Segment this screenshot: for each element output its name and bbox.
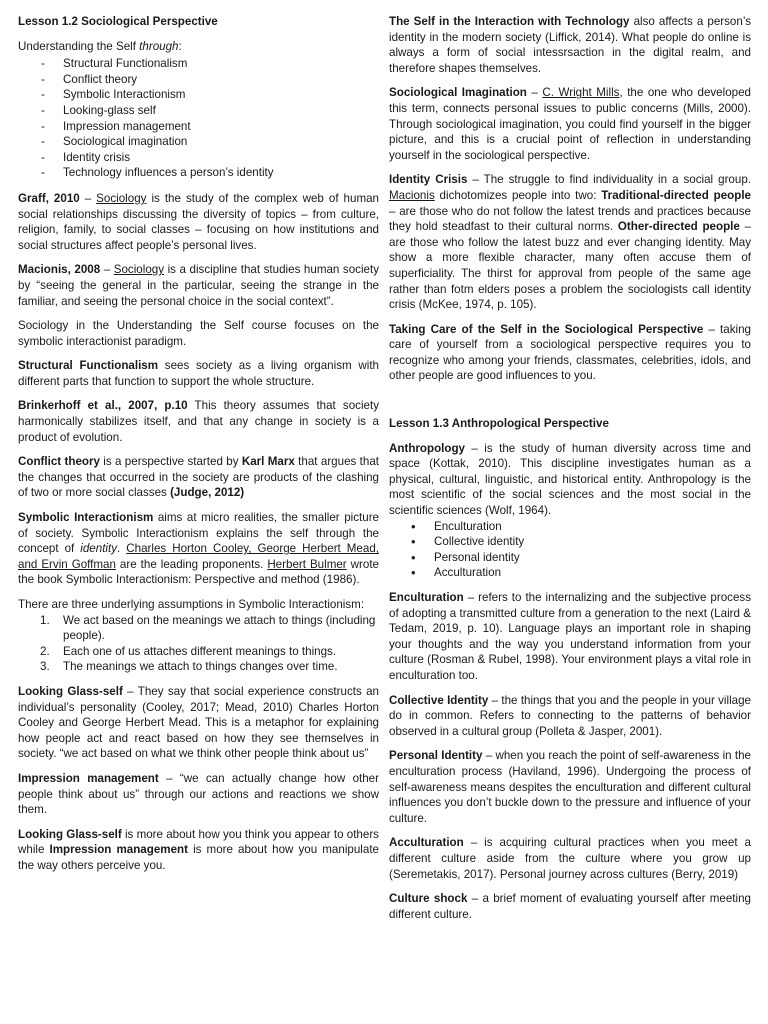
topic-list: [18, 56, 379, 181]
list-item: • Acculturation: [389, 565, 751, 581]
impression-management-paragraph: Impression management – “we can actually change how other people think about us” through our actions and reactions we show them.: [18, 771, 379, 817]
list-item: 1. We act based on the meanings we attach to things (including people).: [40, 613, 376, 643]
sociological-imagination-paragraph: Sociological Imagination – C. Wright Mills, the one who developed this term, connects personal issues to public concerns (Mills, 2000). Through sociological imagination, you could find yourself in the bigger picture, and this is a crucial point of reflection in understanding yourself in the sociological perspective.: [389, 86, 751, 162]
structural-functionalism-paragraph: Structural Functionalism sees society as a living organism with different parts that function to support the whole structure.: [18, 359, 379, 388]
list-item: - Identity crisis: [18, 150, 379, 166]
right-column: [389, 14, 751, 922]
list-item: 3. The meanings we attach to things changes over time.: [40, 660, 338, 674]
taking-care-paragraph: Taking Care of the Self in the Sociological Perspective – taking care of yourself from a sociological perspective requires you to recognize who among your friends, classmates, celebrities, idols, and other people are good influences to you.: [389, 322, 751, 383]
conflict-theory-paragraph: Conflict theory is a perspective started by Karl Marx that argues that the changes that occurred in the society are products of the clashing of two or more social classes (Judge, 2012): [18, 455, 380, 500]
list-item: - Symbolic Interactionism: [18, 87, 379, 103]
enculturation-paragraph: Enculturation – refers to the internalizing and the subjective process of adopting a transmitted culture from a generation to the next (Laird & Tedam, 2019, p. 10). Language plays an important role in shaping your thoughts and the way you understand information from your culture (Rosman & Rubel, 1998). Your environment plays a vital role in enculturation too.: [389, 591, 751, 682]
graff-definition: Graff, 2010 – Sociology is the study of the complex web of human social relationships discussing the diversity of topics – from culture, religion, family, to social classes – focusing on how institutions and social structures affect people’s personal lives.: [18, 191, 379, 252]
lesson-1-3-title: Lesson 1.3 Anthropological Perspective: [389, 417, 609, 431]
technology-paragraph: The Self in the Interaction with Technology also affects a person’s identity in the modern society (Liffick, 2014). What people do online is always a form of social intessrsaction in the digital realm, and therefore shapes themselves.: [389, 15, 751, 75]
acculturation-paragraph: Acculturation – is acquiring cultural practices when you meet a different culture aside from the culture where you grow up (Seremetakis, 2017). Personal journey across cultures (Berry, 2019): [389, 836, 751, 881]
left-column: [18, 14, 379, 874]
symbolic-interactionism-paragraph: Symbolic Interactionism aims at micro realities, the smaller picture of society. Symbolic Interactionism explains the self through the concept of identity. Charles Horton Cooley, George Herbert Mead, and Ervin Goffman are the leading proponents. Herbert Bulmer wrote the book Symbolic Interactionism: Perspective and method (1986).: [18, 511, 380, 587]
comparison-paragraph: Looking Glass-self is more about how you think you appear to others while Impression management is more about how you manipulate the way others perceive you.: [18, 827, 379, 872]
concept-list: [389, 519, 751, 581]
list-item: • Enculturation: [389, 519, 751, 535]
list-item: - Sociological imagination: [18, 134, 379, 150]
list-item: - Structural Functionalism: [18, 56, 379, 72]
brinkerhoff-paragraph: Brinkerhoff et al., 2007, p.10 This theory assumes that society harmonically stabilizes itself, and that any change in society is a product of evolution.: [18, 399, 379, 444]
collective-identity-paragraph: Collective Identity – the things that you and the people in your village do in common. Refers to connecting to the patterns of behavior observed in a cultural group (Polleta & Jasper, 2001).: [389, 693, 752, 738]
list-item: • Collective identity: [389, 534, 751, 550]
macionis-definition: Macionis, 2008 – Sociology is a discipline that studies human society by “seeing the general in the particular, seeing the strange in the familiar, and seeing the personal choice in the social context”.: [18, 263, 380, 308]
course-focus-paragraph: Sociology in the Understanding the Self course focuses on the symbolic interactionist paradigm.: [18, 319, 379, 348]
culture-shock-paragraph: Culture shock – a brief moment of evaluating yourself after meeting different culture.: [389, 892, 751, 921]
identity-crisis-paragraph: Identity Crisis – The struggle to find individuality in a social group. Macionis dichotomizes people into two: Traditional-directed people – are those who do not follow the latest trends and practices because they hold steadfast to their cultural norms. Other-directed people – are those who follow the latest buzz and ever changing identity. May show a more flexible character, many often accuse them of superficiality. The thirst for approval from people of the same age rather than fotm elders poses a problem the sociologists call identity crisis (McKee, 1974, p. 105).: [389, 173, 752, 312]
understanding-self-line: Understanding the Self through:: [18, 39, 182, 53]
anthropology-paragraph: Anthropology – is the study of human diversity across time and space (Kottak, 2010). This discipline investigates human as a physical, cultural, linguistic, and historical entity. Anthropology is the most scientific of the social sciences and the most social in the scientific sciences (Wolf, 1964).: [389, 441, 751, 518]
list-item: - Conflict theory: [18, 72, 379, 88]
assumptions-intro: There are three underlying assumptions in Symbolic Interactionism:: [18, 598, 365, 611]
lesson-1-2-title: Lesson 1.2 Sociological Perspective: [18, 15, 218, 28]
assumptions-list: [18, 613, 379, 675]
list-item: - Looking-glass self: [18, 103, 379, 119]
list-item: • Personal identity: [389, 550, 751, 566]
personal-identity-paragraph: Personal Identity – when you reach the point of self-awareness in the enculturation process (Haviland, 1996). Undergoing the process of self-awareness means despites the enculturation and different cultural influences you don’t buckle down to the pressure and influence of your culture.: [389, 749, 752, 825]
list-item: 2. Each one of us attaches different meanings to things.: [40, 644, 337, 658]
list-item: - Technology influences a person’s identity: [18, 165, 379, 181]
list-item: - Impression management: [18, 119, 379, 135]
looking-glass-self-paragraph: Looking Glass-self – They say that social experience constructs an individual’s personality (Cooley, 2017; Mead, 2010) Charles Horton Cooley and George Herbert Mead. This is a metaphor for explaining how people act and react based on how they see themselves in society. “we act based on what we think other people think about us”: [18, 684, 379, 761]
